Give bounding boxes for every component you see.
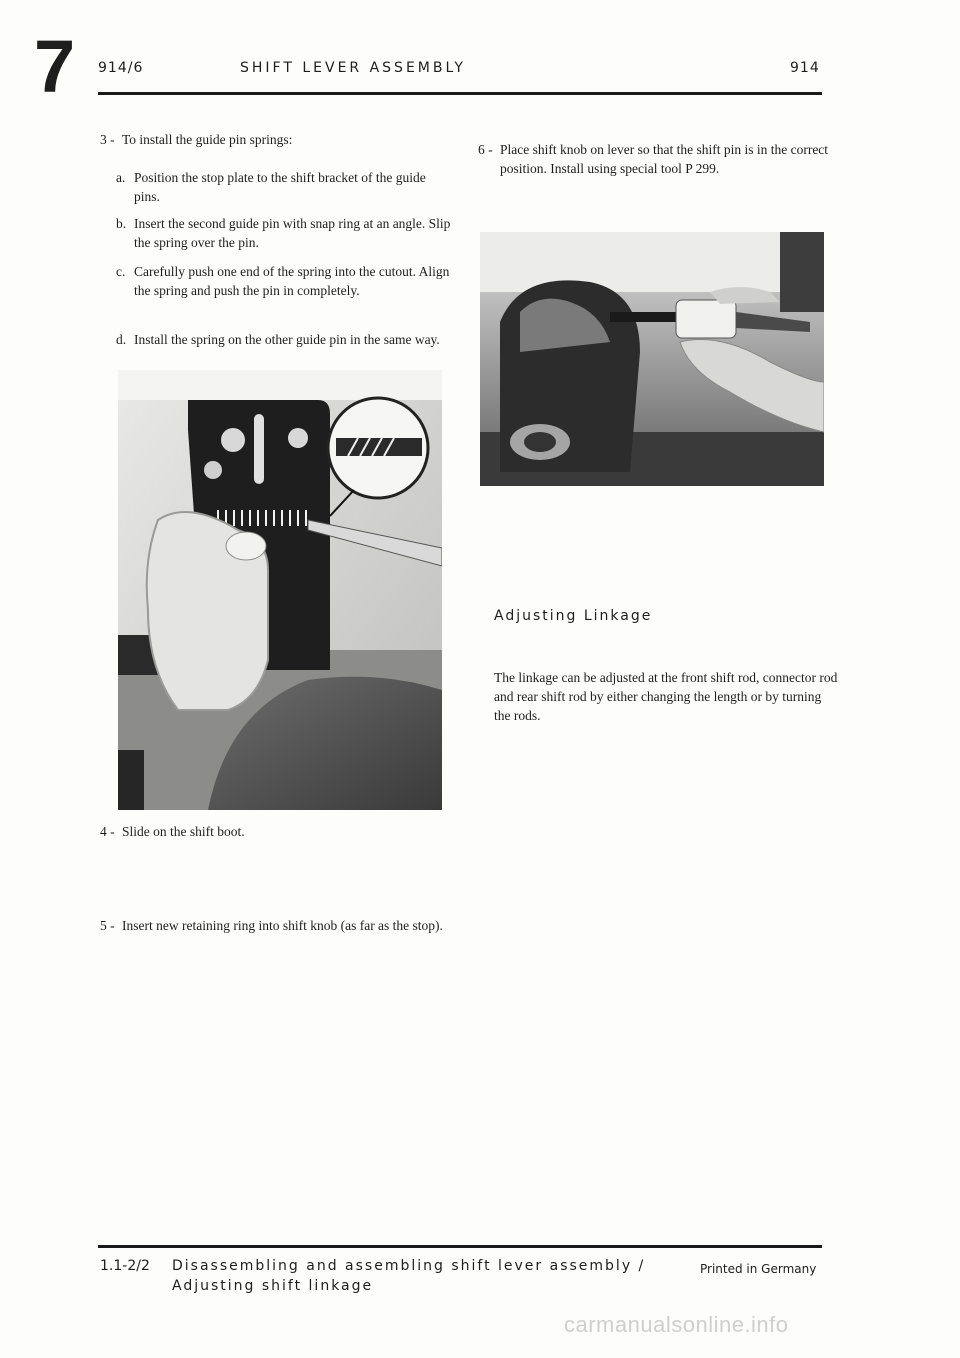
header-code: 914/6: [98, 60, 144, 76]
substep-b-letter: b.: [116, 216, 127, 231]
header-title: SHIFT LEVER ASSEMBLY: [240, 60, 466, 76]
header-rule: [98, 92, 822, 95]
footer-printed: Printed in Germany: [700, 1262, 817, 1276]
footer-reference: 1.1-2/2: [100, 1258, 150, 1274]
footer-description-line2: Adjusting shift linkage: [172, 1278, 374, 1294]
adjusting-linkage-paragraph: The linkage can be adjusted at the front shift rod, connector rod and rear shift rod by either changing the length or by turning the rods.: [494, 670, 838, 723]
step-6: [478, 140, 838, 178]
watermark-text: carmanualsonline.info: [564, 1312, 789, 1337]
step-5-number: 5 -: [100, 918, 115, 933]
substep-b: [116, 214, 452, 252]
spring-install-photo: [118, 370, 442, 810]
substep-d: [116, 330, 452, 349]
shift-knob-tool-photo: [480, 232, 824, 486]
substep-a: [116, 168, 452, 206]
section-number: 7: [34, 25, 76, 108]
section-heading: Adjusting Linkage: [494, 608, 653, 624]
step-5: [100, 916, 460, 935]
substep-d-text: Install the spring on the other guide pin in the same way.: [134, 332, 440, 347]
footer-description-line1: Disassembling and assembling shift lever assembly /: [172, 1258, 646, 1274]
substep-a-text: Position the stop plate to the shift bracket of the guide pins.: [134, 170, 426, 204]
substep-c-text: Carefully push one end of the spring into the cutout. Align the spring and push the pin in completely.: [134, 264, 450, 298]
substep-d-letter: d.: [116, 332, 127, 347]
step-4-number: 4 -: [100, 824, 115, 839]
substep-a-letter: a.: [116, 170, 126, 185]
substep-b-text: Insert the second guide pin with snap ring at an angle. Slip the spring over the pin.: [134, 216, 451, 250]
step-4-text: Slide on the shift boot.: [122, 824, 245, 839]
step-6-text: Place shift knob on lever so that the shift pin is in the correct position. Install using special tool P 299.: [500, 142, 829, 176]
step-3-number: 3 -: [100, 132, 115, 147]
footer-rule: [98, 1245, 822, 1248]
step-6-number: 6 -: [478, 142, 493, 157]
substep-c: [116, 262, 452, 300]
step-5-text: Insert new retaining ring into shift knob (as far as the stop).: [122, 918, 443, 933]
step-4: [100, 822, 460, 841]
substep-c-letter: c.: [116, 264, 126, 279]
step-3: [100, 130, 460, 149]
header-model: 914: [790, 60, 820, 76]
step-3-text: To install the guide pin springs:: [122, 132, 293, 147]
